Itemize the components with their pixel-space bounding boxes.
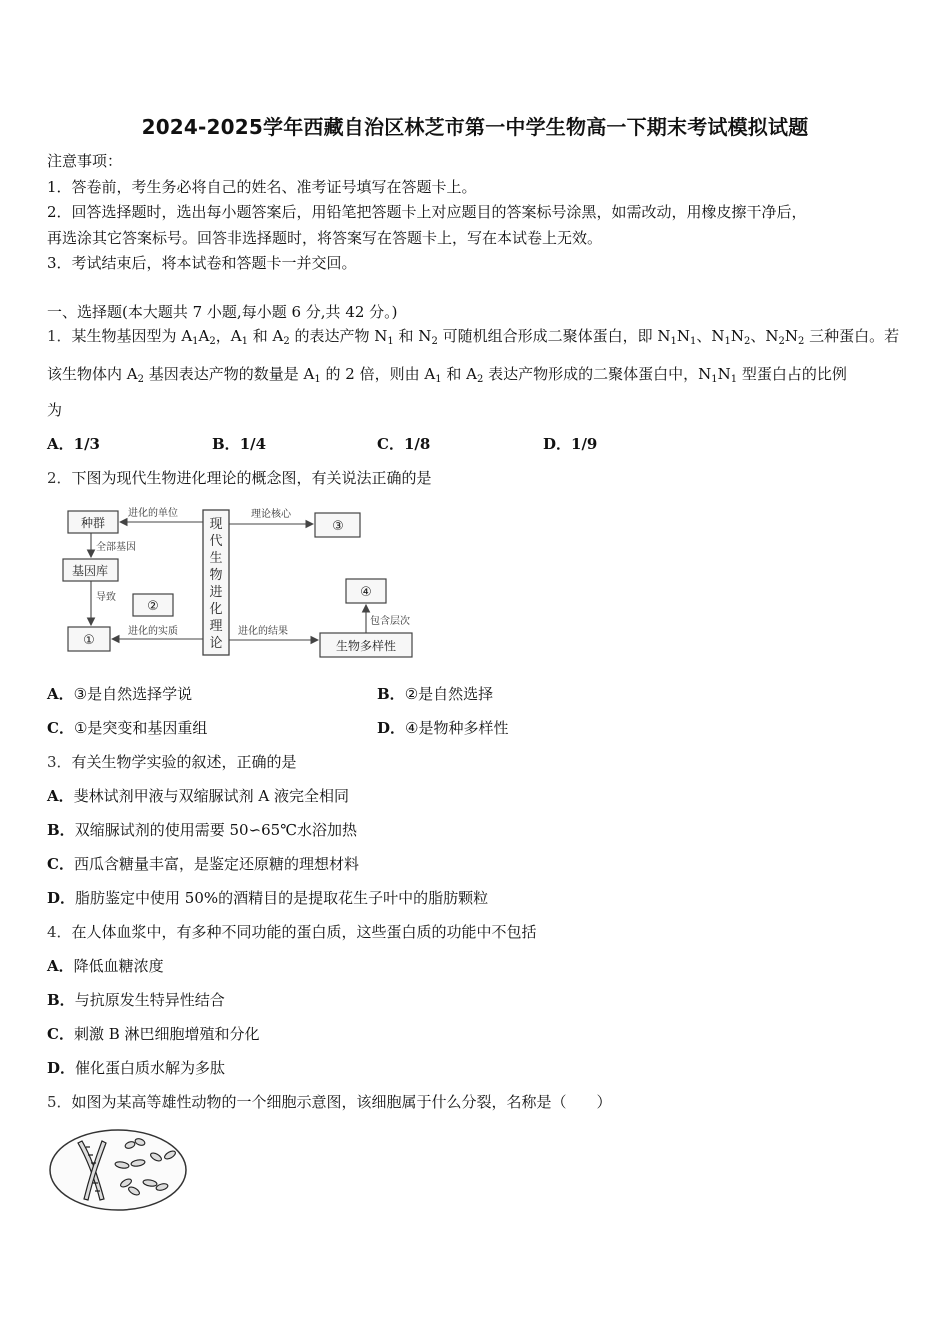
center-char: 理 — [209, 619, 223, 634]
q3-option-b[interactable] — [47, 820, 357, 840]
option-text: 1/9 — [571, 435, 598, 453]
subscript: 2 — [778, 336, 785, 347]
option-letter: A． — [47, 435, 74, 453]
q3-option-c[interactable] — [47, 854, 359, 874]
subscript: 2 — [283, 336, 290, 347]
subscript: 1 — [724, 336, 731, 347]
label-levels: 包含层次 — [370, 616, 410, 627]
subscript: 1 — [730, 374, 738, 385]
text-run: 型蛋白占的比例 — [737, 365, 847, 383]
text-run: 、N — [696, 327, 725, 345]
section-heading: 一、选择题(本大题共 7 小题,每小题 6 分,共 42 分。) — [47, 303, 398, 321]
evolution-concept-diagram — [58, 500, 428, 665]
notice-heading: 注意事项： — [47, 152, 123, 170]
option-text: 降低血糖浓度 — [73, 957, 164, 975]
option-letter: C． — [47, 855, 74, 873]
subscript: 2 — [744, 336, 751, 347]
q4-option-a[interactable] — [47, 956, 164, 976]
text-run: ，A — [215, 327, 242, 345]
option-letter: D． — [47, 889, 76, 907]
subscript: 1 — [711, 374, 718, 385]
option-letter: C． — [47, 719, 74, 737]
option-text: 双缩脲试剂的使用需要 50∽65℃水浴加热 — [74, 821, 357, 839]
option-text: 催化蛋白质水解为多肽 — [75, 1059, 226, 1077]
center-char: 化 — [209, 602, 223, 617]
subscript: 2 — [798, 336, 805, 347]
option-letter: B． — [377, 685, 405, 703]
subscript: 2 — [209, 336, 216, 347]
gene-pool-label: 基因库 — [71, 564, 109, 578]
question-text: 有关生物学实验的叙述，正确的是 — [71, 753, 297, 771]
q3-option-d[interactable] — [47, 888, 488, 908]
q4-option-d[interactable] — [47, 1058, 225, 1078]
subscript: 2 — [476, 374, 484, 385]
notice-item: 3．考试结束后，将本试卷和答题卡一并交回。 — [47, 254, 357, 272]
question-text: 在人体血浆中，有多种不同功能的蛋白质，这些蛋白质的功能中不包括 — [71, 923, 537, 941]
text-run: N — [730, 327, 744, 345]
box-3-label: ③ — [332, 519, 344, 534]
question-4-stem — [47, 922, 537, 942]
subscript: 1 — [435, 374, 442, 385]
text-run: 基因表达产物的数量是 A — [143, 365, 315, 383]
text-run: A — [198, 327, 210, 345]
q1-option-c[interactable] — [377, 434, 430, 454]
option-letter: C． — [377, 435, 404, 453]
page-title: 2024-2025学年西藏自治区林芝市第一中学生物高一下期末考试模拟试题 — [141, 115, 809, 139]
label-essence: 进化的实质 — [128, 626, 178, 637]
question-2-stem — [47, 468, 432, 488]
question-number: 1． — [47, 327, 72, 345]
option-text: ④是物种多样性 — [405, 719, 509, 737]
diversity-label: 生物多样性 — [335, 639, 397, 653]
option-text: ③是自然选择学说 — [73, 685, 193, 703]
option-text: 1/4 — [239, 435, 267, 453]
notice-item: 2．回答选择题时，选出每小题答案后，用铅笔把答题卡上对应题目的答案标号涂黑，如需改动，用橡皮擦干净后， — [47, 203, 807, 221]
q2-option-a[interactable] — [47, 684, 192, 704]
text-run: 的表达产物 N — [289, 327, 388, 345]
option-text: 斐林试剂甲液与双缩脲试剂 A 液完全相同 — [73, 787, 350, 805]
option-text: 西瓜含糖量丰富，是鉴定还原糖的理想材料 — [73, 855, 359, 873]
question-number: 5． — [47, 1093, 72, 1111]
option-letter: C． — [47, 1025, 74, 1043]
label-core: 理论核心 — [251, 509, 291, 520]
q2-option-d[interactable] — [377, 718, 508, 738]
option-text: ②是自然选择 — [404, 685, 494, 703]
subscript: 1 — [241, 336, 248, 347]
q1-option-a[interactable] — [47, 434, 100, 454]
question-number: 3． — [47, 753, 72, 771]
subscript: 1 — [192, 336, 199, 347]
box-1-label: ① — [83, 633, 95, 648]
text-run: N — [676, 327, 690, 345]
q2-option-b[interactable] — [377, 684, 493, 704]
text-run: 、N — [750, 327, 779, 345]
cell-membrane — [50, 1130, 186, 1210]
label-result: 进化的结果 — [238, 626, 288, 637]
q1-option-d[interactable] — [543, 434, 597, 454]
cell-diagram — [46, 1125, 191, 1215]
text-run: 表达产物形成的二聚体蛋白中，N — [483, 365, 712, 383]
subscript: 2 — [431, 336, 438, 347]
question-number: 4． — [47, 923, 72, 941]
q1-option-b[interactable] — [212, 434, 266, 454]
question-3-stem — [47, 752, 297, 772]
text-run: 某生物基因型为 A — [71, 327, 193, 345]
option-letter: D． — [543, 435, 572, 453]
center-char: 现 — [209, 517, 223, 532]
text-run: 和 A — [441, 365, 477, 383]
center-char: 进 — [209, 585, 223, 600]
q2-option-c[interactable] — [47, 718, 207, 738]
center-char: 物 — [209, 568, 223, 583]
box-4-label: ④ — [360, 585, 372, 600]
text-run: 该生物体内 A — [47, 365, 138, 383]
option-letter: D． — [47, 1059, 76, 1077]
text-run: 的 2 倍，则由 A — [320, 365, 436, 383]
label-unit: 进化的单位 — [128, 508, 178, 519]
q4-option-c[interactable] — [47, 1024, 260, 1044]
subscript: 1 — [689, 336, 697, 347]
option-text: 1/3 — [73, 435, 100, 453]
label-all-genes: 全部基因 — [96, 542, 136, 553]
option-letter: A． — [47, 685, 74, 703]
question-number: 2． — [47, 469, 72, 487]
question-text: 如图为某高等雄性动物的一个细胞示意图，该细胞属于什么分裂，名称是（ ） — [71, 1093, 612, 1111]
option-text: ①是突变和基因重组 — [73, 719, 208, 737]
text-run: N — [784, 327, 799, 345]
subscript: 2 — [137, 374, 144, 385]
option-letter: A． — [47, 787, 74, 805]
question-5-stem — [47, 1092, 612, 1112]
center-char: 代 — [209, 534, 223, 549]
population-label: 种群 — [80, 516, 106, 530]
text-run: 和 A — [247, 327, 284, 345]
notice-item: 1．答卷前，考生务必将自己的姓名、准考证号填写在答题卡上。 — [47, 178, 477, 196]
q4-option-b[interactable] — [47, 990, 225, 1010]
box-2-label: ② — [147, 599, 159, 614]
center-char: 论 — [209, 636, 223, 651]
text-run: 可随机组合形成二聚体蛋白，即 N — [437, 327, 671, 345]
text-run: 和 N — [393, 327, 432, 345]
option-text: 脂肪鉴定中使用 50%的酒精目的是提取花生子叶中的脂肪颗粒 — [75, 889, 489, 907]
option-letter: A． — [47, 957, 74, 975]
option-letter: B． — [47, 821, 75, 839]
subscript: 1 — [314, 374, 321, 385]
label-cause: 导致 — [96, 592, 116, 603]
question-1-line-2 — [47, 364, 847, 384]
question-1-line-1 — [47, 326, 899, 346]
notice-item: 再选涂其它答案标号。回答非选择题时，将答案写在答题卡上，写在本试卷上无效。 — [47, 229, 603, 247]
question-1-line-3: 为 — [47, 401, 63, 419]
option-letter: B． — [47, 991, 75, 1009]
subscript: 1 — [387, 336, 394, 347]
option-text: 与抗原发生特异性结合 — [74, 991, 225, 1009]
center-char: 生 — [209, 551, 223, 566]
option-letter: D． — [377, 719, 406, 737]
option-text: 1/8 — [403, 435, 431, 453]
q3-option-a[interactable] — [47, 786, 349, 806]
text-run: 三种蛋白。若 — [804, 327, 900, 345]
text-run: N — [717, 365, 731, 383]
question-text: 下图为现代生物进化理论的概念图，有关说法正确的是 — [71, 469, 432, 487]
option-text: 刺激 B 淋巴细胞增殖和分化 — [73, 1025, 260, 1043]
option-letter: B． — [212, 435, 240, 453]
subscript: 1 — [670, 336, 677, 347]
